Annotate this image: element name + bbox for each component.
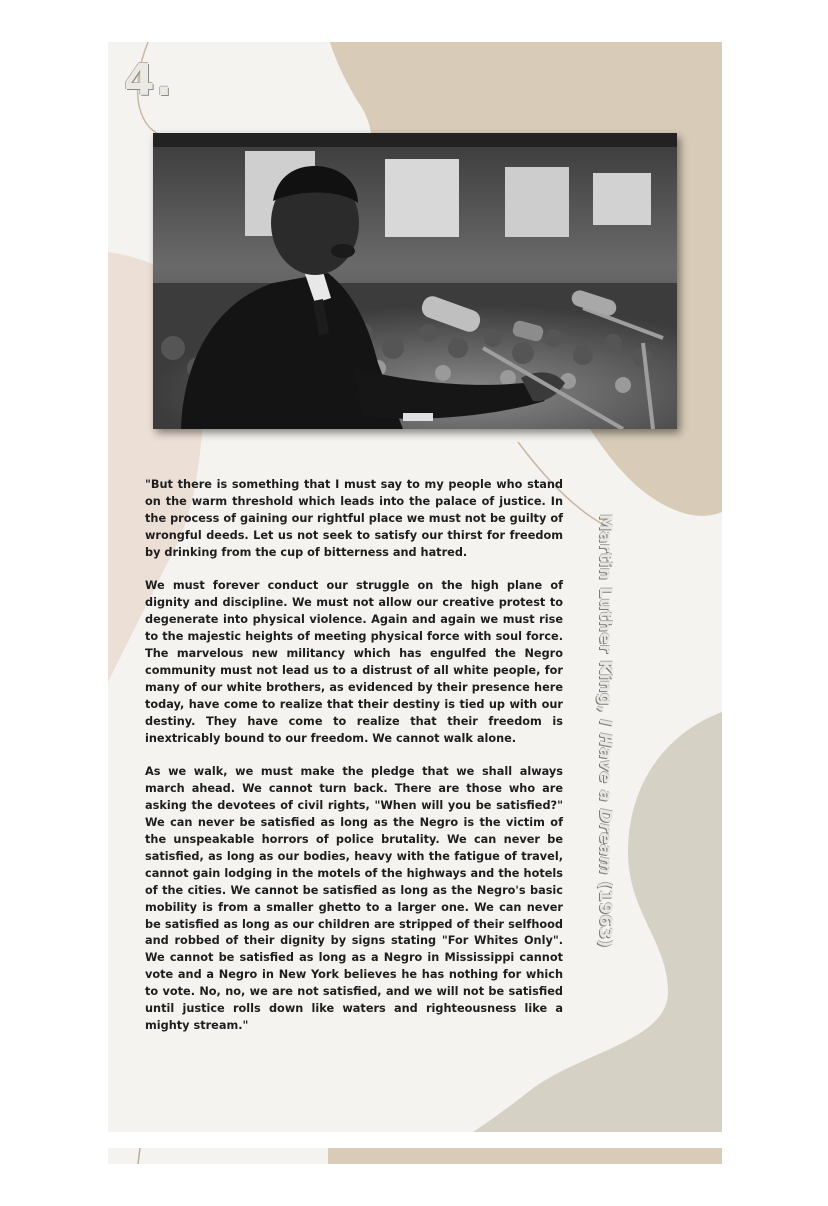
- caption-work-title: I Have a Dream: [595, 719, 615, 875]
- speech-quote: [145, 477, 563, 1052]
- quote-paragraph: As we walk, we must make the pledge that we shall always march ahead. We cannot turn back. There are those who are asking the devotees of civil rights, "When will you be satisfied?" We can never be satisfied as long as the Negro is the victim of the unspeakable horrors of police brutality. We can never be satisfied, as long as our bodies, heavy with the fatigue of travel, cannot gain lodging in the motels of the highways and the hotels of the cities. We cannot be satisfied as long as the Negro's basic mobility is from a smaller ghetto to a larger one. We can never be satisfied as long as our children are stripped of their selfhood and robbed of their dignity by signs stating "For Whites Only". We cannot be satisfied as long as a Negro in Mississippi cannot vote and a Negro in New York believes he has nothing for which to vote. No, no, we are not satisfied, and we will not be satisfied until justice rolls down like waters and righteousness like a mighty stream.": [145, 765, 563, 1032]
- quote-paragraph: We must forever conduct our struggle on the high plane of dignity and discipline. We must not allow our creative protest to degenerate into physical violence. Again and again we must rise to the majestic heights of meeting physical force with soul force. The marvelous new militancy which has engulfed the Negro community must not lead us to a distrust of all white people, for many of our white brothers, as evidenced by their presence here today, have come to realize that their destiny is tied up with our destiny. They have come to realize that their freedom is inextricably bound to our freedom. We cannot walk alone.: [145, 579, 563, 745]
- bottom-strip: [108, 1148, 722, 1164]
- caption-year: (1963): [595, 874, 615, 948]
- speaker-photo-icon: [153, 133, 677, 429]
- attribution-caption: [595, 514, 633, 948]
- bottom-strip-deco: [108, 1148, 722, 1164]
- quote-paragraph: "But there is something that I must say to my people who stand on the warm threshold which leads into the palace of justice. In the process of gaining our rightful place we must not be guilty of wrongful deeds. Let us not seek to satisfy our thirst for freedom by drinking from the cup of bitterness and hatred.: [145, 478, 563, 559]
- caption-author: Martin Luther King,: [595, 514, 615, 720]
- page-number: 4.: [124, 55, 174, 106]
- speaker-photo: [153, 133, 677, 429]
- caption-text: [595, 514, 615, 948]
